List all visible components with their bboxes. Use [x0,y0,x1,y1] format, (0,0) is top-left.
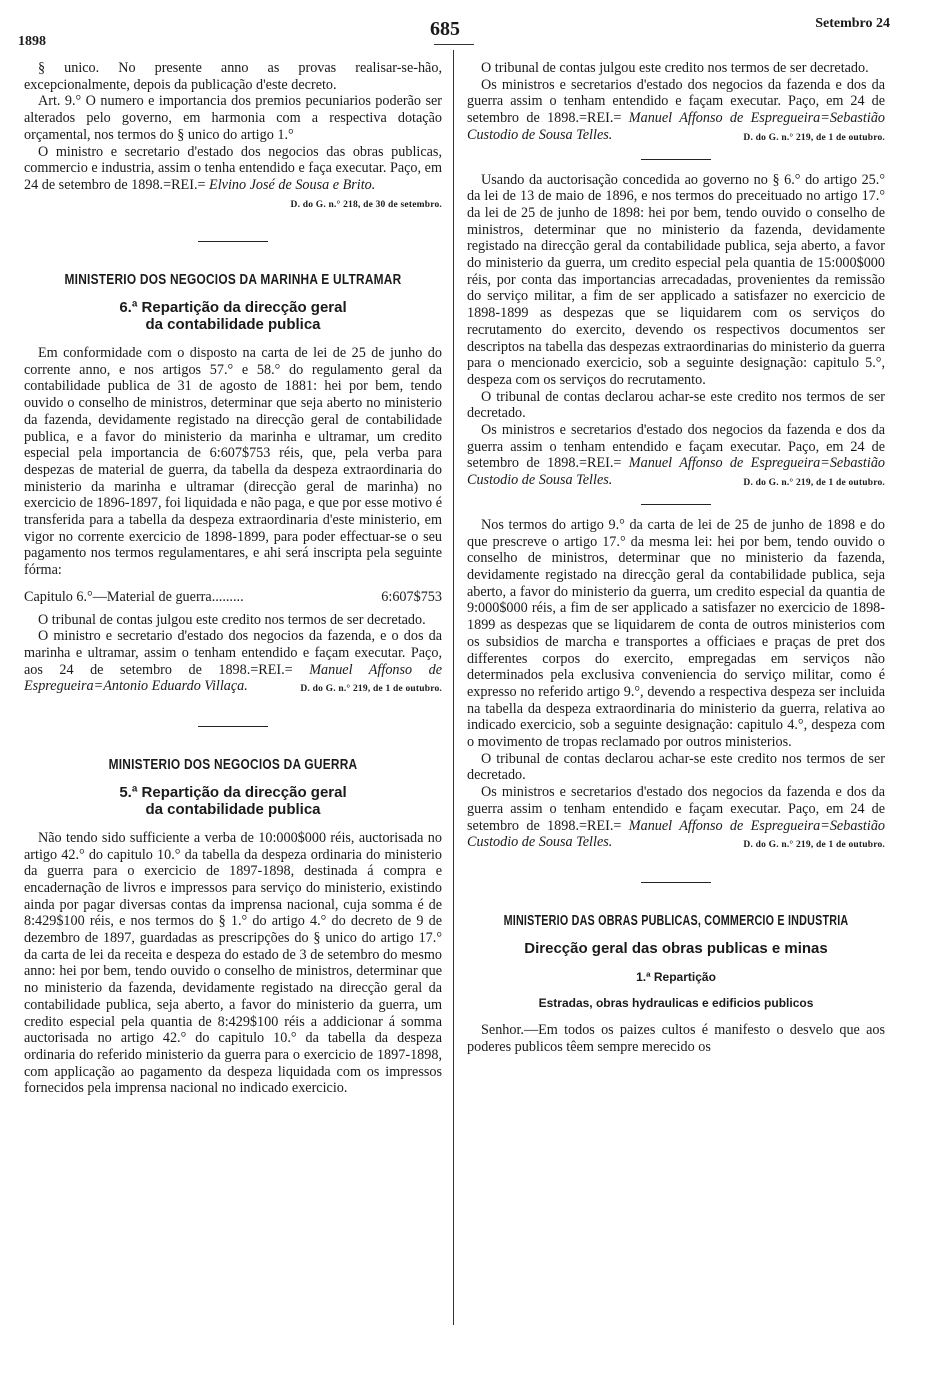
department-heading-line: da contabilidade publica [145,800,321,818]
chapter-label: Capitulo 6.°—Material de guerra [24,588,212,605]
section-separator [641,882,711,883]
paragraph-text: Os ministros e secretarios d'estado dos negocios da fazenda e dos da guerra assim o tenham entendido e façam executar. Paço, em 24 de setembro de 1898.=REI.= [467,76,885,127]
paragraph [467,77,885,144]
section-separator [641,504,711,505]
signature: Manuel Affonso de Espregueira=Sebastião Custodio de Sousa Telles. [467,110,886,143]
paragraph: O tribunal de contas julgou este credito nos termos de ser decretado. [481,60,869,76]
paragraph [24,143,442,210]
chapter-value: 6:607$753 [381,588,442,605]
department-heading-line: da contabilidade publica [145,316,321,334]
source-note: D. do G. n.° 219, de 1 de outubro. [743,840,885,851]
signature: Manuel Affonso de Espregueira=Antonio Eduardo Villaça. [24,661,443,695]
ministry-heading: MINISTERIO DOS NEGOCIOS DA MARINHA E ULTRAMAR [64,272,402,289]
paragraph: Usando da auctorisação concedida ao governo no § 6.° do artigo 25.° da lei de 13 de maio de 1896, e nos termos do preceituado no artigo 17.° da lei de 25 de junho de 1898: hei por bem, tendo ouvido o conselho de ministros, determinar que no ministerio da fazenda, devidamente registado na direcção geral da contabilidade publica, seja aberto, a favor do ministerio da guerra, um credito especial pela quantia de 15:000$000 réis, por conta das importancias arrecadadas, provenientes da remissão do serviço militar, a fim de ser applicado a satisfazer no exercicio de 1898-1899 as despezas que se liquidarem com os serviços do recrutamento do exercito, devendo os respectivos documentos ser descriptos na tabella das despezas extraordinarias do ministerio da guerra para o mencionado exercicio, sob a seguinte designação: capitulo 5.°, despeza com os serviços do recrutamento. [467,171,885,388]
signature: Manuel Affonso de Espregueira=Sebastião Custodio de Sousa Telles. [467,817,886,851]
section-separator [198,241,268,242]
paragraph: Art. 9.° O numero e importancia dos premios pecuniarios poderão ser alterados pelo governo, em harmonia com a respectiva dotação orçamental, nos termos do § unico do artigo 1.° [24,93,442,143]
left-column [24,60,442,1097]
paragraph: O tribunal de contas declarou achar-se este credito nos termos de ser decretado. [467,388,885,422]
paragraph: Senhor.—Em todos os paizes cultos é manifesto o desvelo que aos poderes publicos têem sempre merecido os [467,1022,885,1055]
directorate-heading: Direcção geral das obras publicas e minas [524,939,828,957]
department-heading-line: 5.ª Repartição da direcção geral [119,783,347,801]
right-column [467,60,885,1055]
paragraph: O tribunal de contas julgou este credito nos termos de ser decretado. [38,611,426,628]
source-note: D. do G. n.° 219, de 1 de outubro. [300,684,442,695]
paragraph-text: Os ministros e secretarios d'estado dos negocios da fazenda e dos da guerra assim o tenham entendido e façam executar. Paço, em 24 de setembro de 1898.=REI.= [467,784,885,834]
department-heading [24,784,442,818]
chapter-entry [24,589,442,606]
department-heading: 1.ª Repartição [636,969,716,984]
paragraph [467,784,885,851]
paragraph: O tribunal de contas declarou achar-se este credito nos termos de ser decretado. [467,750,885,784]
paragraph: Não tendo sido sufficiente a verba de 10:000$000 réis, auctorisada no artigo 42.° do capitulo 10.° da tabella da despeza ordinaria do ministerio da guerra para o exercicio de 1897-1898, destinada á compra e encadernação de livros e impressos para serviço do ministerio, existindo ainda por pagar diversas contas da imprensa nacional, cuja somma é de 8:429$100 réis, e nos termos do § 1.° do artigo 4.° do decreto de 9 de dezembro de 1897, guardadas as prescripções do § unico do artigo 17.° da carta de lei da receita e despeza do estado de 3 de setembro do mesmo anno: hei por bem, tendo ouvido o conselho de ministros, determinar que no ministerio da fazenda, devidamente registado na direcção geral da contabilidade publica, seja aberto, a favor do ministerio da guerra, um credito especial pela quantia de 8:429$100 réis a addicionar á somma auctorisada no artigo 42.° do capitulo 10.° da tabella da despeza ordinaria do referido ministerio da guerra para o exercicio de 1897-1898, com applicação ao pagamento da despeza liquidada com os impressos fornecidos pela imprensa nacional no indicado exercicio. [24,829,442,1097]
page-date: Setembro 24 [815,16,890,31]
page-year: 1898 [18,34,46,49]
column-divider [453,50,454,1325]
source-note: D. do G. n.° 219, de 1 de outubro. [743,478,885,489]
ministry-heading: MINISTERIO DAS OBRAS PUBLICAS, COMMERCIO E INDUSTRIA [503,912,849,929]
page-number: 685 [430,18,460,40]
paragraph [467,422,885,489]
paragraph-text: Os ministros e secretarios d'estado dos negocios da fazenda e dos da guerra assim o tenham entendido e façam executar. Paço, em 24 de setembro de 1898.=REI.= [467,422,885,472]
source-note: D. do G. n.° 218, de 30 de setembro. [290,199,442,210]
source-note: D. do G. n.° 219, de 1 de outubro. [743,132,885,143]
chapter-leader: ......... [211,588,244,605]
paragraph [24,628,442,695]
header-rule [434,44,474,45]
paragraph: Em conformidade com o disposto na carta de lei de 25 de junho do corrente anno, e nos artigos 57.° e 58.° do regulamento geral da contabilidade publica de 31 de agosto de 1881: hei por bem, tendo ouvido o conselho de ministros, determinar que seja aberto no ministerio da fazenda, devidamente registado na direcção geral de contabilidade publica, e a favor do ministerio da marinha e ultramar, um credito especial pela importancia de 6:607$753 réis, que, pela verba para despezas de material de guerra, da tabella da despeza extraordinaria do ministerio da marinha e ultramar (direcção geral de marinha) no exercicio de 1896-1897, foi liquidada e não paga, e que por esse motivo é transferida para a tabella da despeza extraordinaria d'este ministerio, em vigor no corrente exercicio de 1898-1899, para poder effectuar-se o seu pagamento nos termos regulamentares, e ahi será inscripta pela seguinte fórma: [24,345,442,579]
paragraph-text: O ministro e secretario d'estado dos negocios da fazenda, e o dos da marinha e ultramar, assim o tenham entendido e façam executar. Paço, aos 24 de setembro de 1898.=REI.= [24,628,442,678]
section-separator [198,726,268,727]
paragraph: § unico. No presente anno as provas realisar-se-hão, excepcionalmente, depois da publicação d'este decreto. [24,60,442,93]
paragraph: Nos termos do artigo 9.° da carta de lei de 25 de junho de 1898 e do que prescreve o artigo 17.° da mesma lei: hei por bem, tendo ouvido o conselho de ministros, determinar que no ministerio da fazenda, devidamente registado na direcção geral da contabilidade publica, seja aberto, a favor do ministerio da guerra, um credito especial da quantia de 9:000$000 réis, a fim de ser applicado a satisfazer no exercicio de 1898-1899 as despezas que se liquidarem de conta de outros ministerios com os subsidios de marcha e transportes a officiaes e praças de pret dos differentes corpos do exercito, empregadas em serviços não determinados pela exclusiva conveniencia do serviço militar, como é expresso no referido artigo 9.°, devendo a respectiva despeza ser incluida na tabella da despeza extraordinaria do ministerio da guerra, relativa ao indicado exercicio, sob a seguinte designação: capitulo 4.°, despeza com o movimento de tropas reclamado por outros ministerios. [467,516,885,751]
subsection-heading: Estradas, obras hydraulicas e edificios publicos [538,996,814,1011]
signature: Elvino José de Sousa e Brito. [209,176,376,193]
section-separator [641,159,711,160]
signature: Manuel Affonso de Espregueira=Sebastião Custodio de Sousa Telles. [467,455,886,489]
paragraph-text: O ministro e secretario d'estado dos negocios das obras publicas, commercio e industria, assim o tenha entendido e faça executar. Paço, em 24 de setembro de 1898.=REI.= [24,143,442,193]
ministry-heading: MINISTERIO DOS NEGOCIOS DA GUERRA [108,757,358,774]
department-heading [24,299,442,333]
department-heading-line: 6.ª Repartição da direcção geral [119,299,347,317]
